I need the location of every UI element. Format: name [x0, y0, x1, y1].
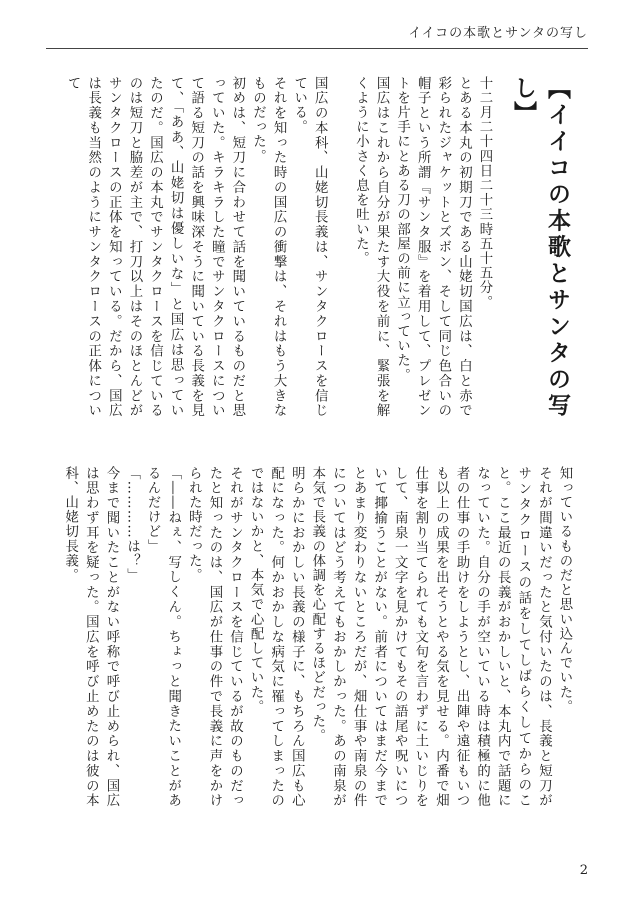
upper-text-block [58, 76, 574, 418]
paragraph: 今まで聞いたことがない呼称で呼び止められ、国広は思わず耳を疑った。国広を呼び止めたのは彼の本科、山姥切長義。 [62, 466, 119, 808]
page-number: 2 [579, 863, 588, 878]
paragraph: それを知った時の国広の衝撃は、それはもう大きなものだった。 [250, 76, 287, 418]
running-header: イイコの本歌とサンタの写し [408, 26, 588, 41]
paragraph-blank [329, 76, 350, 418]
paragraph: 明らかにおかしい長義の様子に、もちろん国広も心配になった。何かおかしな病気に罹ってしまったのではないかと、本気で心配していた。 [248, 466, 305, 808]
dialogue-line: 「――ねぇ、写しくん。ちょっと聞きたいことがあるんだけど」 [145, 466, 181, 808]
paragraph: 国広の本科、山姥切長義は、サンタクロースを信じている。 [291, 76, 328, 418]
paragraph: とある本丸の初期刀である山姥切国広は、白と赤で彩られたジャケットとズボン、そして同じ色合いの帽子という所謂『サンタ服』を着用して、プレゼントを片手にとある刀の部屋の前に立っていた。 [394, 76, 472, 418]
chapter-title: 【イイコの本歌とサンタの写し】 [510, 76, 571, 418]
paragraph: 国広はこれから自分が果たす大役を前に、緊張を解くように小さく息を吐いた。 [353, 76, 390, 418]
lower-text-block [58, 466, 574, 808]
dialogue-line: 「…………は？」 [124, 466, 140, 583]
paragraph: 初めは、短刀に合わせて話を聞いているものだと思っていた。キラキラした瞳でサンタクロースについて語る短刀の話を興味深そうに聞いている長義を見て、「ああ、山姥切は優しいな」と国広は思っていたのだ。国広の本丸でサンタクロースを信じているのは短刀と脇差が主で、打刀以上はそのほとんどがサンタクロースの正体を知っている。だから、国広は長義も当然のようにサンタクロースの正体について [65, 76, 245, 418]
header-divider [46, 48, 588, 49]
paragraph: 知っているものだと思い込んでいた。 [557, 466, 572, 715]
paragraph-timestamp: 十二月二十四日二十三時五十五分。 [477, 76, 492, 310]
paragraph: それが間違いだったと気付いたのは、長義と短刀がサンタクロースの話をしてしばらくしてからのこと。ここ最近の長義がおかしいと、本丸内で話題になっていた。自分の手が空いている時は積極的に他者の仕事の手助けをしようとし、出陣や遠征もいつも以上の成果を出そうとやる気を見せる。内番で畑仕事を割り当てられても文句を言わずに土いじりをして、南泉一文字を見かけてもその語尾や呪いについて揶揄うことがない。前者についてはまだ今までとあまり変わりないところだが、畑仕事や南泉の件についてはどう考えてもおかしかった。あの南泉が本気で長義の体調を心配するほどだった。 [309, 466, 552, 808]
paragraph: それがサンタクロースを信じているが故のものだったと知ったのは、国広が仕事の件で長義に声をかけられた時だった。 [186, 466, 243, 808]
